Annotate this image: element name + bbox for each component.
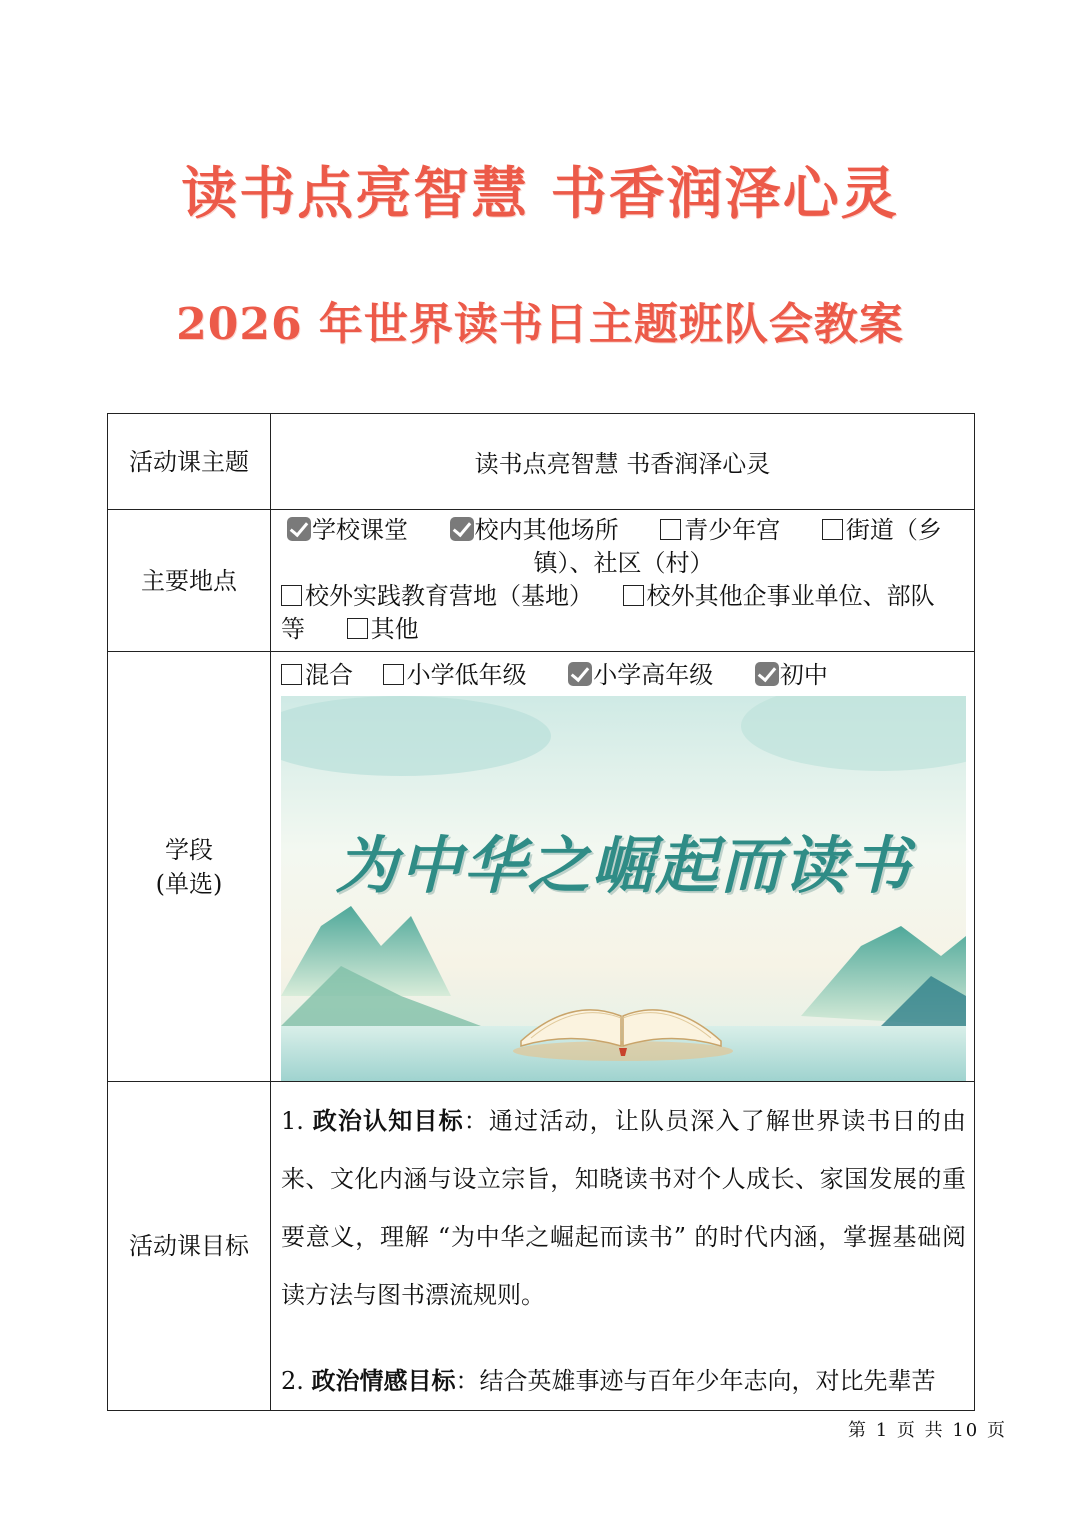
- stage-label-line2: (单选): [155, 869, 223, 898]
- goal-item-heading: 政治情感目标: [311, 1366, 456, 1395]
- row-location: [108, 510, 975, 652]
- checked-checkbox-icon[interactable]: [755, 662, 779, 686]
- option-other-units-continued: 等: [281, 615, 305, 643]
- banner-slogan: 为中华之崛起而读书: [335, 829, 912, 902]
- unchecked-checkbox-icon[interactable]: [281, 664, 302, 685]
- stage-label: [108, 652, 271, 1082]
- goal-item-2: [281, 1352, 966, 1410]
- reading-banner-image: [281, 696, 966, 1081]
- unchecked-checkbox-icon[interactable]: [383, 664, 404, 685]
- stage-option-mixed: 混合: [305, 661, 353, 689]
- goal-item-heading: 政治认知目标: [312, 1106, 464, 1135]
- document-title: 读书点亮智慧 书香润泽心灵: [181, 161, 899, 227]
- unchecked-checkbox-icon[interactable]: [347, 618, 368, 639]
- goal-item-number: 2.: [281, 1367, 304, 1395]
- location-label: 主要地点: [108, 510, 271, 652]
- option-school-classroom: 学校课堂: [312, 516, 408, 544]
- option-street: 街道（乡: [845, 516, 942, 544]
- option-youth-palace: 青少年宫: [684, 516, 781, 544]
- option-street-continued: 镇）、社区（村）: [533, 549, 714, 577]
- unchecked-checkbox-icon[interactable]: [623, 585, 644, 606]
- stage-option-lower-primary: 小学低年级: [406, 661, 527, 689]
- option-other-units: 校外其他企事业单位、部队: [646, 582, 935, 610]
- document-subtitle: 2026 年世界读书日主题班队会教案: [176, 299, 904, 350]
- stage-option-upper-primary: 小学高年级: [593, 661, 714, 689]
- topic-label: 活动课主题: [108, 414, 271, 510]
- row-topic: [108, 414, 975, 510]
- unchecked-checkbox-icon[interactable]: [660, 519, 681, 540]
- lesson-plan-table: [107, 413, 975, 1411]
- stage-content: [271, 652, 975, 1082]
- unchecked-checkbox-icon[interactable]: [281, 585, 302, 606]
- goal-item-number: 1.: [281, 1107, 304, 1135]
- row-goal: [108, 1082, 975, 1411]
- stage-label-line1: 学段: [165, 835, 213, 864]
- page-footer: 第 1 页 共 10 页: [848, 1420, 1007, 1441]
- option-practice-base: 校外实践教育营地（基地）: [305, 582, 593, 610]
- goal-item-text: ：结合英雄事迹与百年少年志向，对比先辈苦: [455, 1367, 936, 1395]
- row-stage: [108, 652, 975, 1082]
- goal-item-1: [281, 1092, 966, 1324]
- goal-label: 活动课目标: [108, 1082, 271, 1411]
- checked-checkbox-icon[interactable]: [287, 517, 311, 541]
- option-other-on-campus: 校内其他场所: [474, 516, 619, 544]
- topic-value: 读书点亮智慧 书香润泽心灵: [271, 414, 975, 510]
- unchecked-checkbox-icon[interactable]: [822, 519, 843, 540]
- option-other: 其他: [370, 615, 419, 643]
- stage-option-junior-high: 初中: [779, 661, 828, 689]
- goal-item-text: ：通过活动，让队员深入了解世界读书日的由来、文化内涵与设立宗旨，知晓读书对个人成长、家国发展的重要意义，理解 “为中华之崛起而读书” 的时代内涵，掌握基础阅读方法与图书漂流规则。: [281, 1107, 967, 1309]
- checked-checkbox-icon[interactable]: [568, 662, 592, 686]
- goal-content: [271, 1082, 975, 1411]
- checked-checkbox-icon[interactable]: [450, 517, 474, 541]
- location-options: [271, 510, 975, 652]
